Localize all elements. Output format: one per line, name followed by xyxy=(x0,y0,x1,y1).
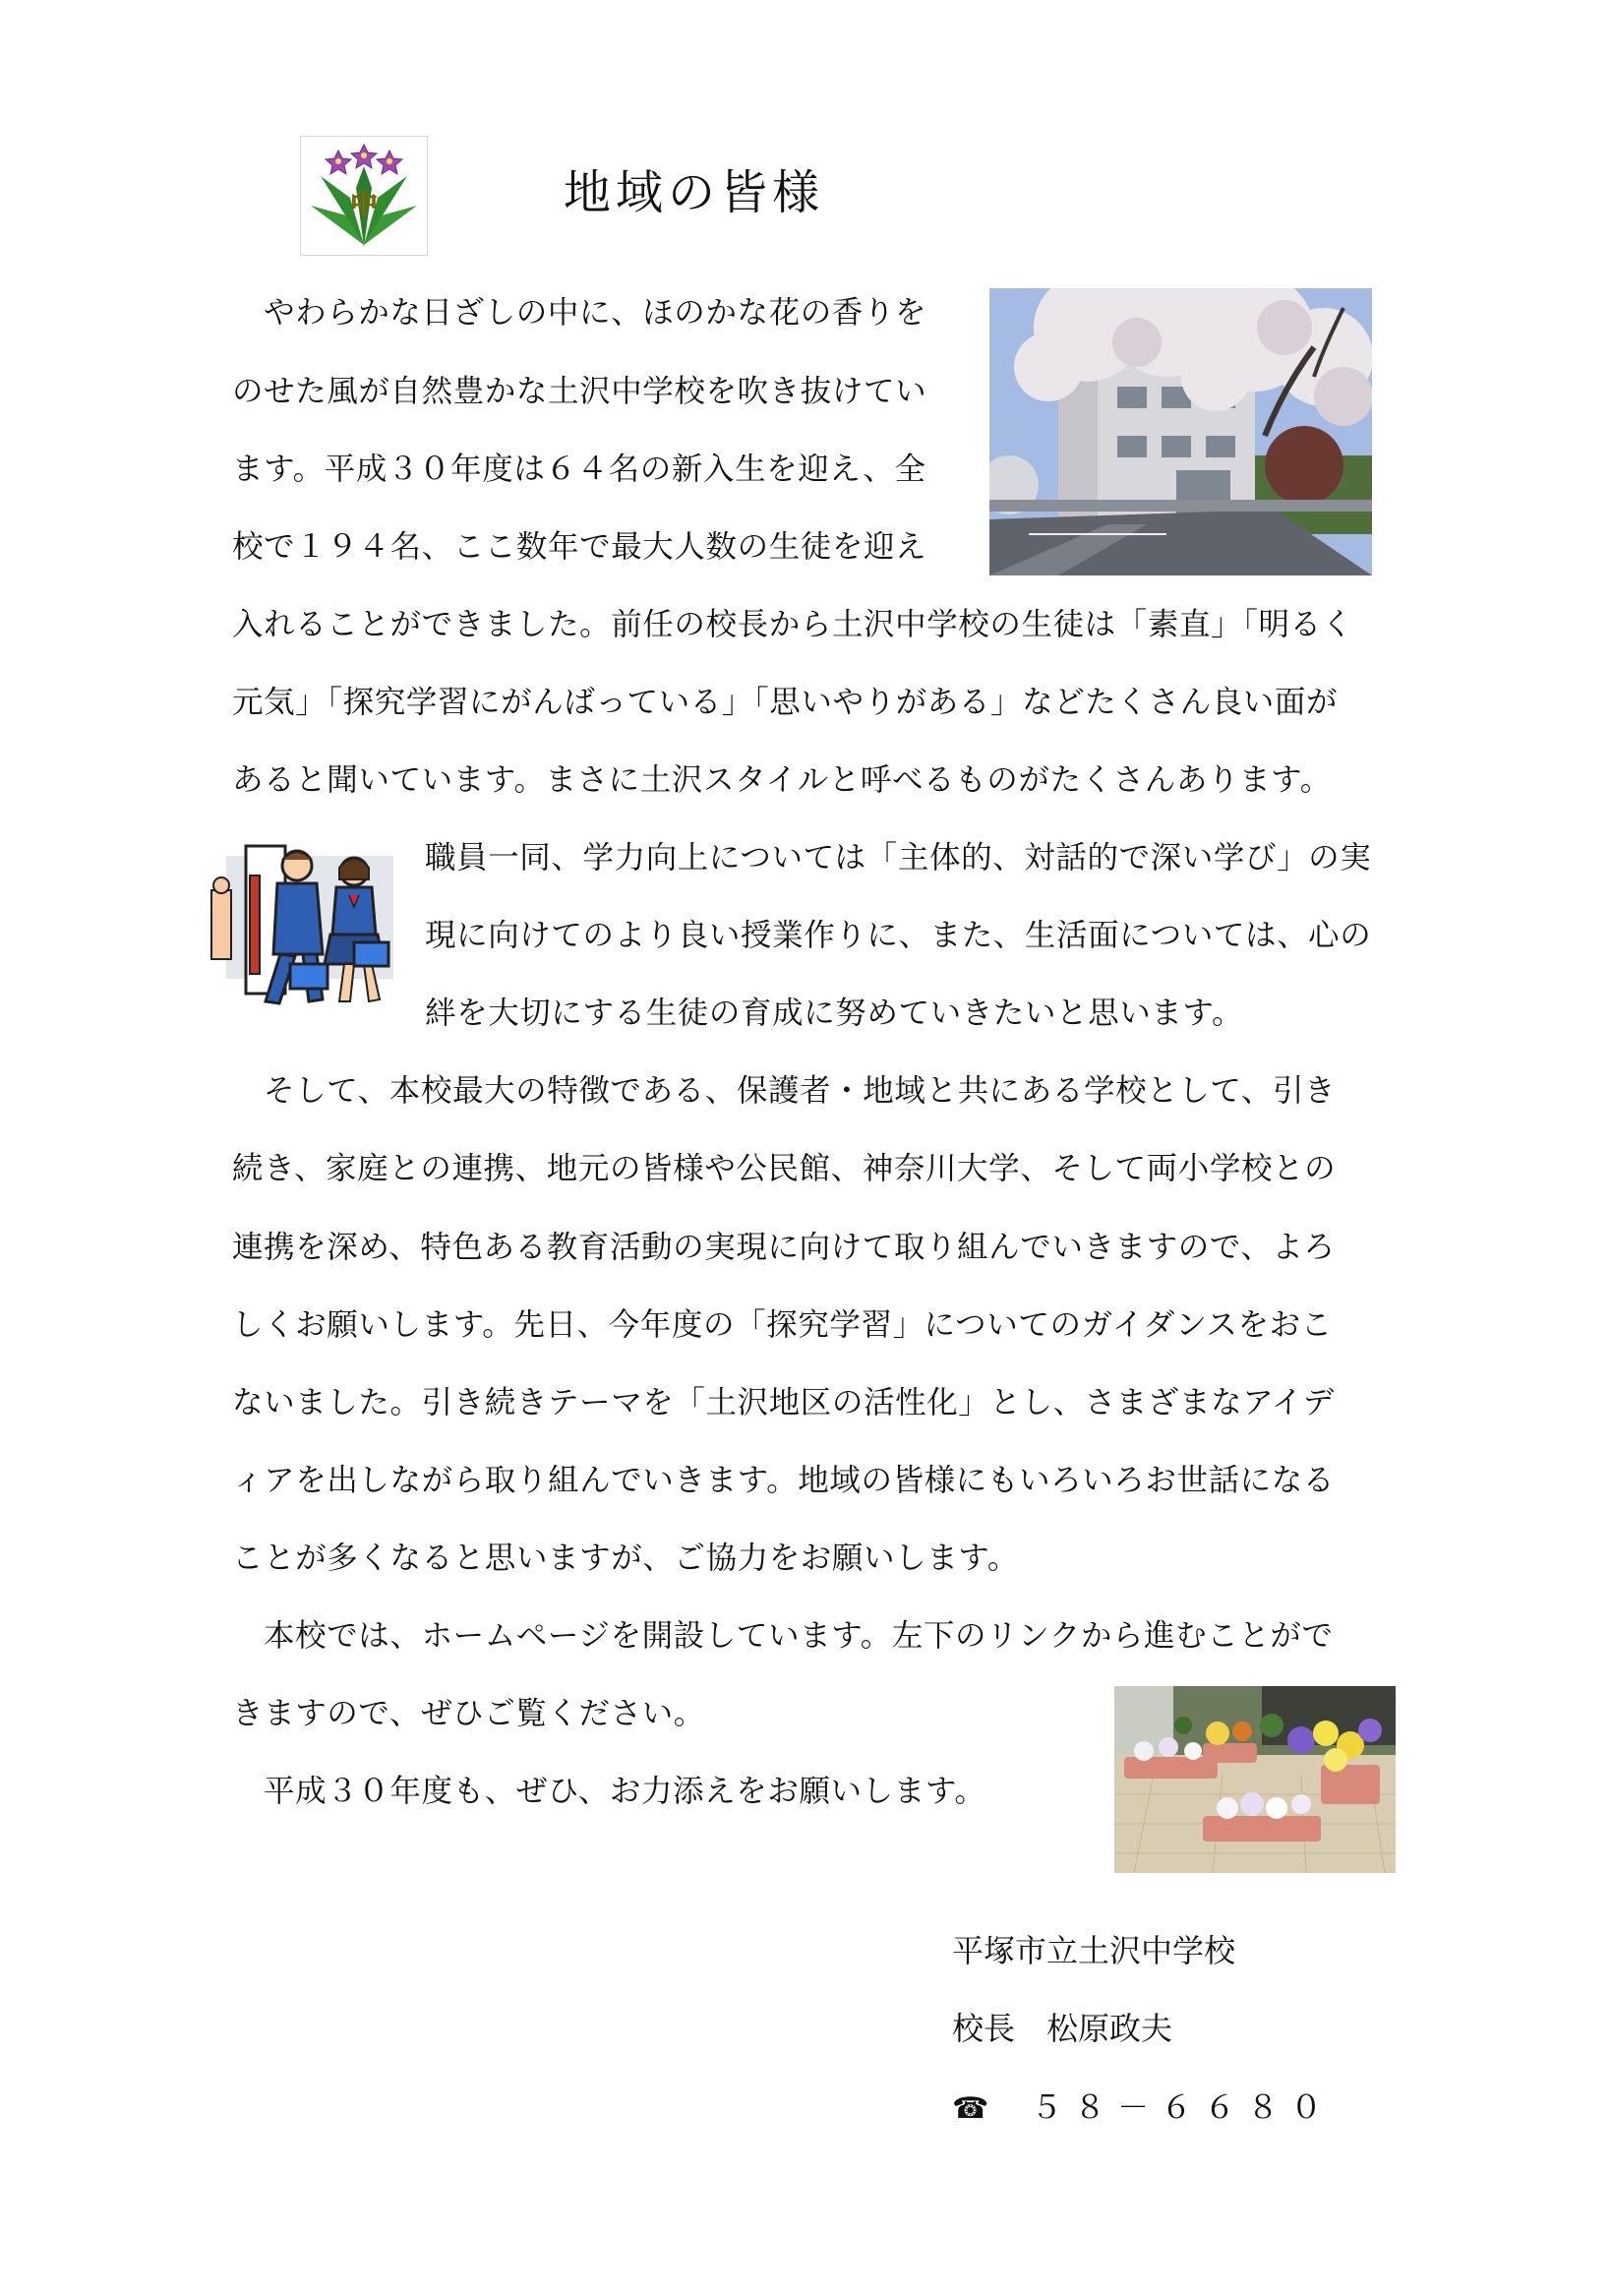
p4-line-1: 本校では、ホームページを開設しています。左下のリンクから進むことがで xyxy=(264,1618,1334,1654)
p2-line-3: 絆を大切にする生徒の育成に努めていきたいと思います。 xyxy=(425,996,1244,1031)
p1-line-3: ます。平成３０年度は６４名の新入生を迎え、全 xyxy=(232,452,926,487)
phone-number: ５８－６６８０ xyxy=(1031,2088,1335,2126)
school-crest-icon xyxy=(301,137,427,255)
principal-name: 校長 松原政夫 xyxy=(952,2010,1173,2047)
p2-line-2: 現に向けてのより良い授業作りに、また、生活面については、心の xyxy=(425,918,1372,953)
p1-line-5: 入れることができました。前任の校長から土沢中学校の生徒は「素直」「明るく xyxy=(232,607,1353,642)
p1-line-4: 校で１９４名、ここ数年で最大人数の生徒を迎え xyxy=(232,529,927,565)
phone-line xyxy=(952,2087,1334,2129)
p1-line-1: やわらかな日ざしの中に、ほのかな花の香りを xyxy=(264,295,927,331)
telephone-icon: ☎ xyxy=(952,2091,989,2126)
p1-line-7: あると聞いています。まさに土沢スタイルと呼べるものがたくさんあります。 xyxy=(232,762,1332,798)
p1-line-2: のせた風が自然豊かな土沢中学校を吹き抜けてい xyxy=(232,374,927,409)
p4-line-2: きますので、ぜひご覧ください。 xyxy=(232,1696,705,1731)
p5-line-1: 平成３０年度も、ぜひ、お力添えをお願いします。 xyxy=(264,1774,986,1809)
p3-line-2: 続き、家庭との連携、地元の皆様や公民館、神奈川大学、そして両小学校との xyxy=(232,1151,1337,1186)
school-logo xyxy=(300,136,428,256)
p3-line-5: ないました。引き続きテーマを「土沢地区の活性化」とし、さまざまなアイデ xyxy=(232,1385,1335,1420)
p3-line-6: ィアを出しながら取り組んでいきます。地域の皆様にもいろいろお世話になる xyxy=(232,1463,1335,1498)
school-name: 平塚市立土沢中学校 xyxy=(952,1932,1236,1969)
p1-line-6: 元気」「探究学習にがんばっている」「思いやりがある」などたくさん良い面が xyxy=(232,685,1339,720)
students-illustration xyxy=(207,836,393,1008)
p3-line-3: 連携を深め、特色ある教育活動の実現に向けて取り組んでいきますので、よろ xyxy=(232,1230,1336,1265)
page-title: 地域の皆様 xyxy=(564,165,825,220)
p2-line-1: 職員一同、学力向上については「主体的、対話的で深い学び」の実 xyxy=(425,840,1372,876)
school-building-photo xyxy=(989,288,1372,575)
crest-character: 中 xyxy=(349,188,379,220)
p3-line-4: しくお願いします。先日、今年度の「探究学習」についてのガイダンスをおこ xyxy=(232,1307,1333,1343)
p3-line-1: そして、本校最大の特徴である、保護者・地域と共にある学校として、引き xyxy=(264,1073,1337,1109)
flower-planters-photo xyxy=(1114,1686,1396,1873)
p3-line-7: ことが多くなると思いますが、ご協力をお願いします。 xyxy=(232,1541,1019,1576)
